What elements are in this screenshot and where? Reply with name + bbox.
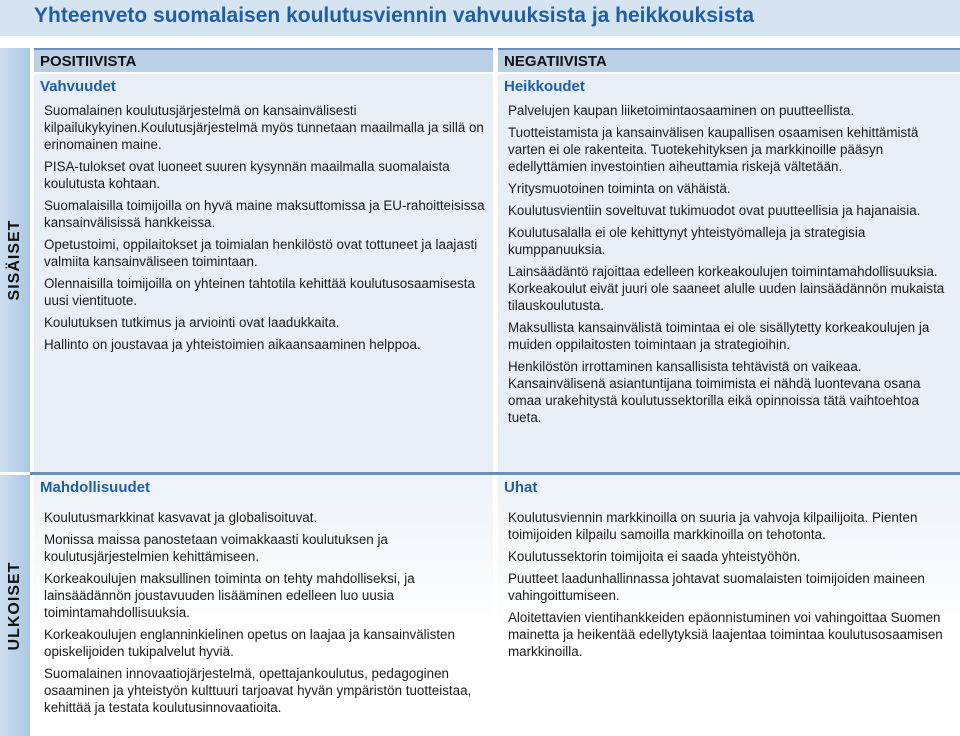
list-item: Korkeakoulujen englanninkielinen opetus on laajaa ja kansainvälisten opiskelijoiden tukipalvelut hyviä. <box>44 627 455 659</box>
strengths-list <box>44 102 487 358</box>
list-item: Palvelujen kaupan liiketoimintaosaaminen on puutteellista. <box>508 103 855 118</box>
list-item: Suomalaisilla toimijoilla on hyvä maine maksuttomissa ja EU-rahoitteisissa kansainvälisissä hankkeissa. <box>44 198 485 230</box>
column-header-positive-text: POSITIIVISTA <box>40 53 137 70</box>
list-item: Aloitettavien vientihankkeiden epäonnistuminen voi vahingoittaa Suomen mainetta ja heikentää edellytyksiä laajentaa toimintaa koulutusosaamisen markkinoilla. <box>508 610 943 659</box>
row-label-outer-text: ULKOISET <box>6 561 23 650</box>
list-item: Puutteet laadunhallinnassa johtavat suomalaisten toimijoiden maineen vahingoittumiseen. <box>508 571 925 603</box>
column-header-negative-text: NEGATIIVISTA <box>504 53 607 70</box>
threats-cell <box>498 475 960 736</box>
list-item: Olennaisilla toimijoilla on yhteinen tahtotila kehittää koulutusosaamisesta uusi vientituote. <box>44 276 475 308</box>
opportunities-title: Mahdollisuudet <box>40 479 150 496</box>
page-title: Yhteenveto suomalaisen koulutusviennin vahvuuksista ja heikkouksista <box>34 4 755 27</box>
list-item: Hallinto on joustavaa ja yhteistoimien aikaansaaminen helppoa. <box>44 337 421 352</box>
row-label-inner-text: SISÄISET <box>6 219 23 301</box>
list-item: Suomalainen koulutusjärjestelmä on kansainvälisesti kilpailukykyinen.Koulutusjärjestelmä myös tunnetaan maailmalla ja sillä on erinomainen maine. <box>44 103 484 152</box>
opportunities-cell <box>34 475 493 736</box>
list-item: Tuotteistamista ja kansainvälisen kaupallisen osaamisen kehittämistä varten ei ole rakenteita. Tuotekehityksen ja markkinoille pääsyn edellyttämien investointien aiheuttamia riskejä vältetään. <box>508 125 919 174</box>
list-item: Koulutusviennin markkinoilla on suuria ja vahvoja kilpailijoita. Pienten toimijoiden kilpailu samoilla markkinoilla on tehotonta. <box>508 510 918 542</box>
list-item: Koulutusvientiin soveltuvat tukimuodot ovat puutteellisia ja hajanaisia. <box>508 203 921 218</box>
list-item: Henkilöstön irrottaminen kansallisista tehtävistä on vaikeaa. Kansainvälisenä asiantuntijana toimimista ei nähdä luontevana osana omaa urakehitystä koulutussektorilla eikä opinnoissa tätä vaihtoehtoa tueta. <box>508 359 921 425</box>
list-item: Yritysmuotoinen toiminta on vähäistä. <box>508 181 731 196</box>
list-item: PISA-tulokset ovat luoneet suuren kysynnän maailmalla suomalaista koulutusta kohtaan. <box>44 159 450 191</box>
list-item: Monissa maissa panostetaan voimakkaasti koulutuksen ja koulutusjärjestelmien kehittämiseen. <box>44 532 388 564</box>
column-divider <box>493 48 498 736</box>
list-item: Koulutussektorin toimijoita ei saada yhteistyöhön. <box>508 549 801 564</box>
list-item: Koulutuksen tutkimus ja arviointi ovat laadukkaita. <box>44 315 340 330</box>
list-item: Maksullista kansainvälistä toimintaa ei ole sisällytetty korkeakoulujen ja muiden oppilaitosten toimintaan ja strategioihin. <box>508 320 930 352</box>
column-header-positive <box>34 48 493 72</box>
list-item: Koulutusalalla ei ole kehittynyt yhteistyömalleja ja strategisia kumppanuuksia. <box>508 225 866 257</box>
list-item: Suomalainen innovaatiojärjestelmä, opettajankoulutus, pedagoginen osaaminen ja yhteistyön kulttuuri tarjoavat hyvän ympäristön tuotteistaa, kehittää ja testata koulutusinnovaatioita. <box>44 666 472 715</box>
weaknesses-cell <box>498 74 960 472</box>
row-label-outer <box>0 475 30 736</box>
opportunities-list <box>44 509 487 721</box>
threats-list <box>508 509 954 665</box>
list-item: Lainsäädäntö rajoittaa edelleen korkeakoulujen toimintamahdollisuuksia. Korkeakoulut eivät juuri ole saaneet alulle uuden lainsäädännön mukaista tilauskoulutusta. <box>508 264 945 313</box>
strengths-cell <box>34 74 493 472</box>
list-item: Koulutusmarkkinat kasvavat ja globalisoituvat. <box>44 510 318 525</box>
row-label-inner <box>0 48 30 472</box>
strengths-title: Vahvuudet <box>40 78 116 95</box>
list-item: Korkeakoulujen maksullinen toiminta on tehty mahdolliseksi, ja lainsäädännön joustavuuden lisääminen edelleen luo uusia toimintamahdollisuuksia. <box>44 571 415 620</box>
column-header-negative <box>498 48 960 72</box>
weaknesses-list <box>508 102 954 431</box>
list-item: Opetustoimi, oppilaitokset ja toimialan henkilöstö ovat tottuneet ja laajasti valmiita kansainväliseen toimintaan. <box>44 237 478 269</box>
row-divider <box>30 472 960 475</box>
threats-title: Uhat <box>504 479 538 496</box>
title-bar <box>0 0 960 36</box>
weaknesses-title: Heikkoudet <box>504 78 585 95</box>
